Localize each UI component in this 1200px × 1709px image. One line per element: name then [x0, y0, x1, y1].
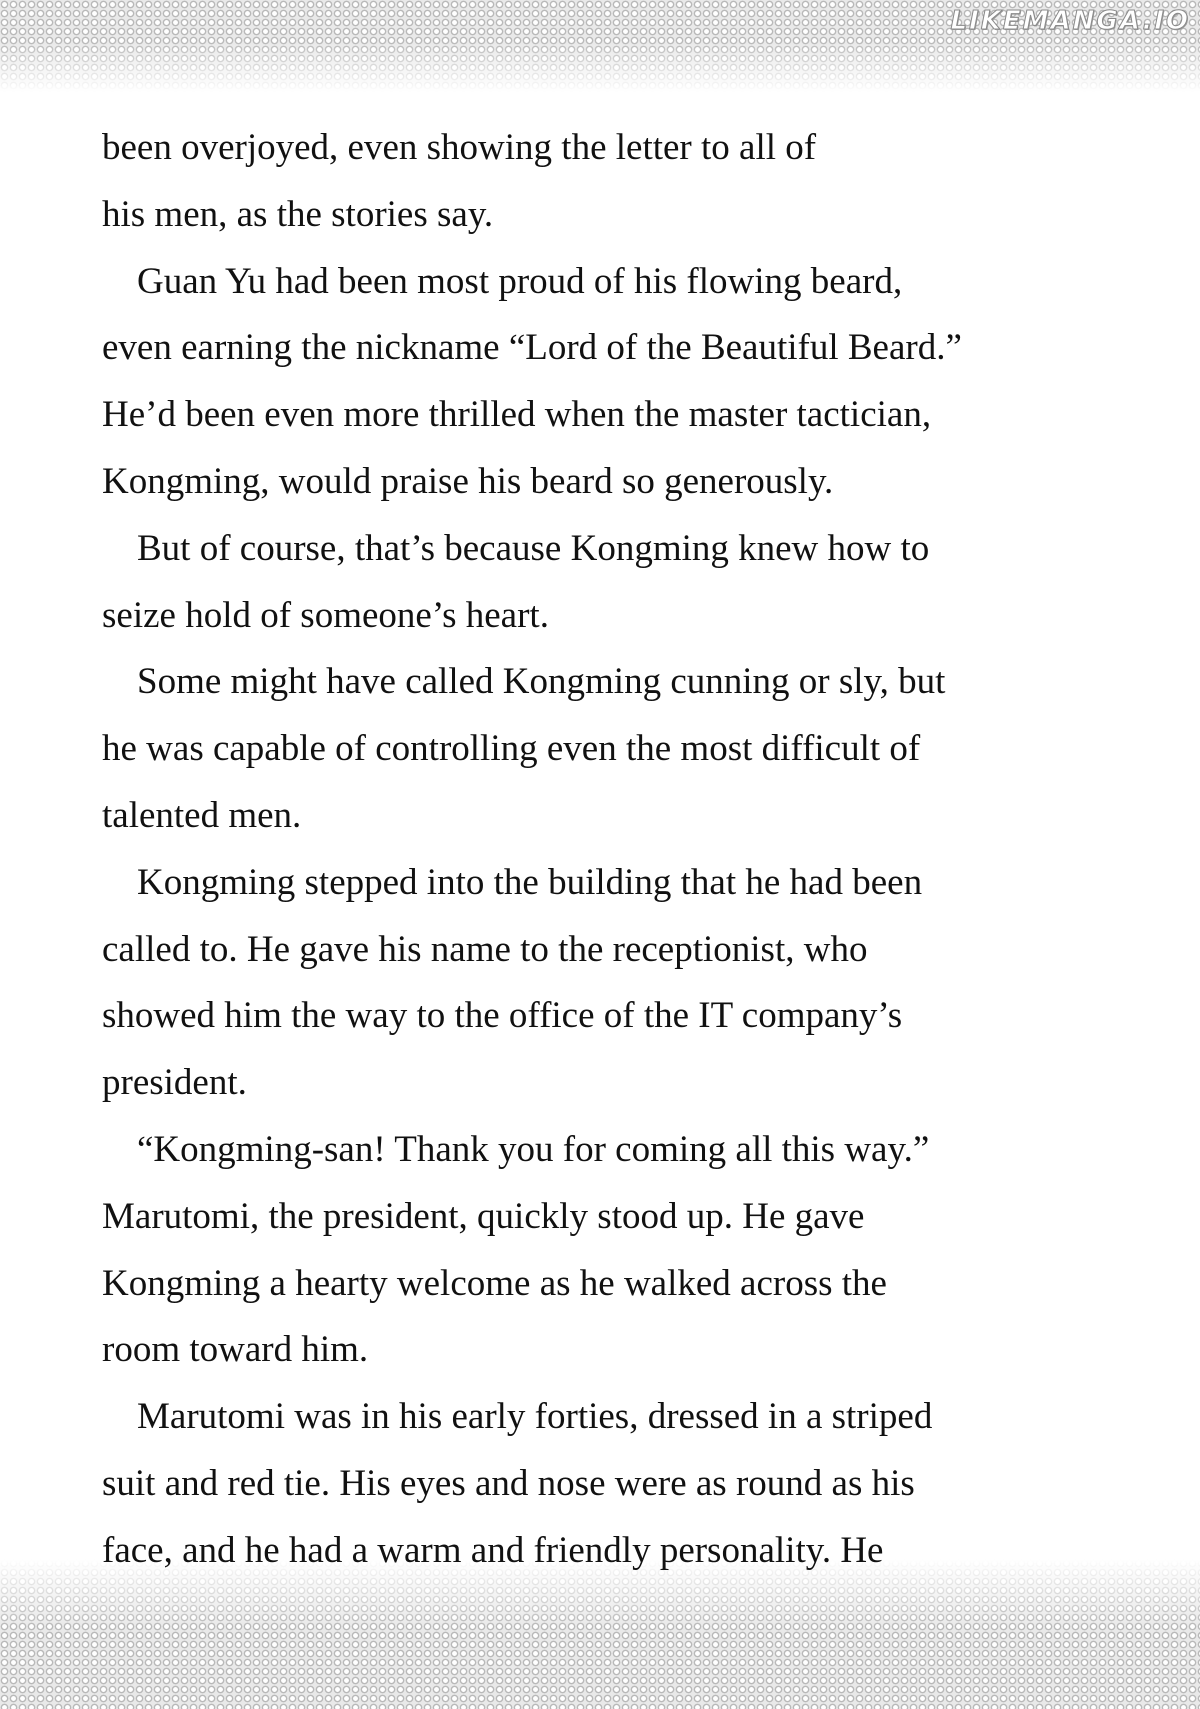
- text-line: seize hold of someone’s heart.: [102, 594, 549, 636]
- text-line: showed him the way to the office of the IT company’s: [102, 995, 903, 1037]
- text-line: talented men.: [102, 794, 302, 836]
- text-line: suit and red tie. His eyes and nose were as round as his: [102, 1462, 915, 1504]
- text-line: Marutomi, the president, quickly stood up. He gave: [102, 1195, 865, 1237]
- paragraph-first-line: “Kongming-san! Thank you for coming all this way.”: [137, 1128, 930, 1170]
- site-watermark: LIKEMANGA.IO: [950, 6, 1190, 36]
- text-line: called to. He gave his name to the receptionist, who: [102, 928, 868, 970]
- paragraph-first-line: Some might have called Kongming cunning or sly, but: [137, 661, 946, 703]
- text-line: he was capable of controlling even the most difficult of: [102, 728, 921, 770]
- paragraph-first-line: But of course, that’s because Kongming knew how to: [137, 527, 930, 569]
- novel-page-text: [102, 115, 1102, 1585]
- text-line: Kongming, would praise his beard so generously.: [102, 460, 834, 502]
- text-line: even earning the nickname “Lord of the Beautiful Beard.”: [102, 327, 962, 369]
- paragraph-first-line: Guan Yu had been most proud of his flowing beard,: [137, 260, 903, 302]
- text-line: Kongming a hearty welcome as he walked across the: [102, 1262, 887, 1304]
- text-line: president.: [102, 1062, 247, 1104]
- text-line: room toward him.: [102, 1329, 369, 1371]
- paragraph-first-line: Marutomi was in his early forties, dressed in a striped: [137, 1396, 933, 1438]
- text-line: face, and he had a warm and friendly personality. He: [102, 1529, 884, 1571]
- paragraph-first-line: Kongming stepped into the building that he had been: [137, 861, 923, 903]
- text-line: his men, as the stories say.: [102, 193, 494, 235]
- text-line: He’d been even more thrilled when the master tactician,: [102, 394, 932, 436]
- text-line: been overjoyed, even showing the letter to all of: [102, 127, 817, 168]
